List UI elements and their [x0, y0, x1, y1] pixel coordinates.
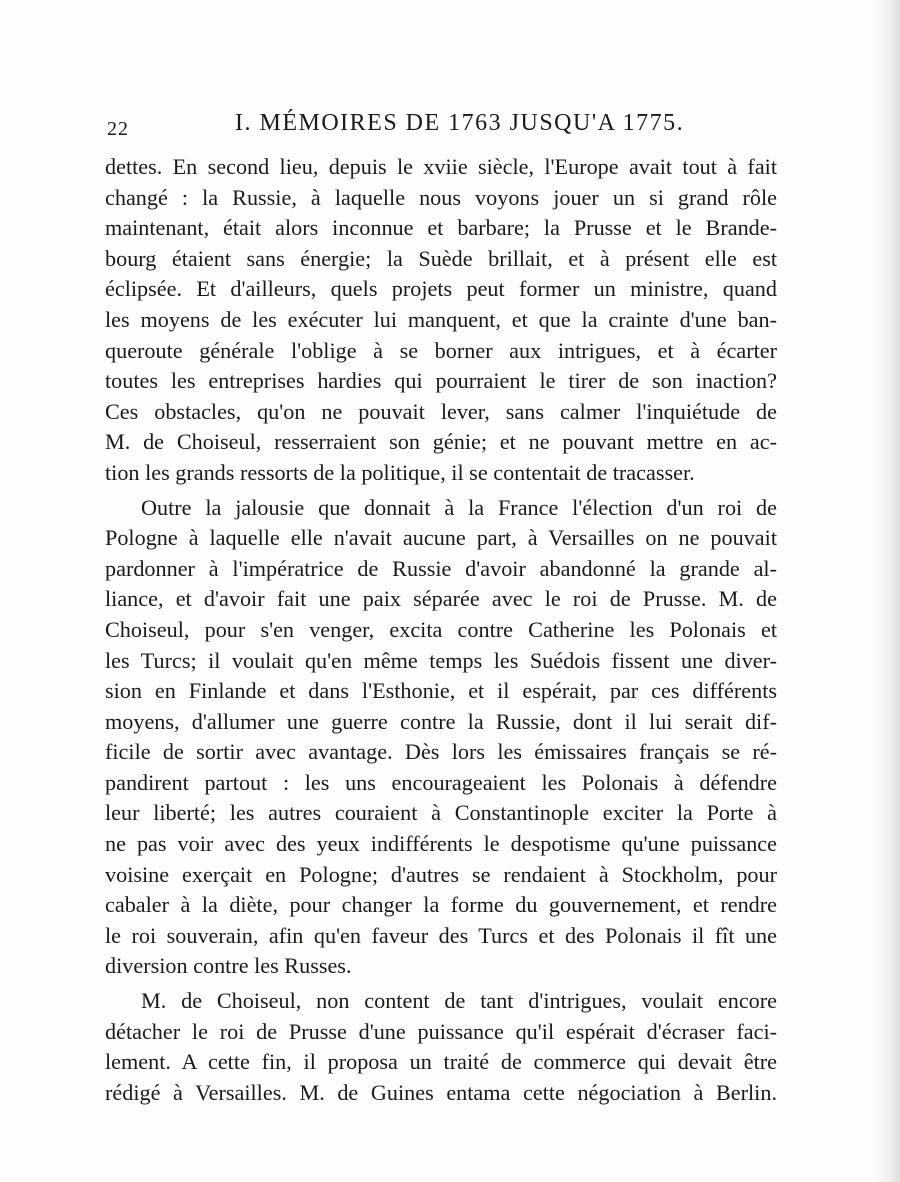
text-line: maintenant, était alors inconnue et barbare; la Prusse et le Brande-: [105, 215, 777, 241]
text-line: rédigé à Versailles. M. de Guines entama cette négociation à Berlin.: [105, 1079, 777, 1105]
text-line: éclipsée. Et d'ailleurs, quels projets peut former un ministre, quand: [105, 276, 777, 302]
text-line: diversion contre les Russes.: [105, 953, 352, 979]
text-line: leur liberté; les autres couraient à Constantinople exciter la Porte à: [105, 800, 777, 826]
text-line: toutes les entreprises hardies qui pourraient le tirer de son inaction?: [105, 368, 777, 394]
text-line: pandirent partout : les uns encourageaient les Polonais à défendre: [105, 769, 777, 795]
text-line: pardonner à l'impératrice de Russie d'avoir abandonné la grande al-: [105, 555, 777, 581]
text-line: les moyens de les exécuter lui manquent, et que la crainte d'une ban-: [105, 306, 777, 332]
text-line: Ces obstacles, qu'on ne pouvait lever, sans calmer l'inquiétude de: [105, 398, 777, 424]
text-line: bourg étaient sans énergie; la Suède brillait, et à présent elle est: [105, 245, 777, 271]
text-line: queroute générale l'oblige à se borner aux intrigues, et à écarter: [105, 337, 777, 363]
text-line: Choiseul, pour s'en venger, excita contre Catherine les Polonais et: [105, 616, 777, 642]
paragraph: [105, 152, 777, 489]
paragraph: [105, 493, 777, 983]
text-line: lement. A cette fin, il proposa un traité de commerce qui devait être: [105, 1049, 777, 1075]
text-line: changé : la Russie, à laquelle nous voyons jouer un si grand rôle: [105, 184, 777, 210]
body-text: [105, 152, 777, 1108]
text-line: liance, et d'avoir fait une paix séparée avec le roi de Prusse. M. de: [105, 586, 777, 612]
text-line: M. de Choiseul, resserraient son génie; et ne pouvant mettre en ac-: [105, 429, 777, 455]
text-line: les Turcs; il voulait qu'en même temps les Suédois fissent une diver-: [105, 647, 777, 673]
text-line: tion les grands ressorts de la politique, il se contentait de tracasser.: [105, 459, 695, 485]
text-line: ne pas voir avec des yeux indifférents le despotisme qu'une puissance: [105, 831, 777, 857]
text-line: détacher le roi de Prusse d'une puissance qu'il espérait d'écraser faci-: [105, 1018, 777, 1044]
text-line: voisine exerçait en Pologne; d'autres se rendaient à Stockholm, pour: [105, 861, 777, 887]
page-edge-shadow: [874, 0, 900, 1182]
text-line: sion en Finlande et dans l'Esthonie, et il espérait, par ces différents: [105, 678, 777, 704]
text-line: cabaler à la diète, pour changer la forme du gouvernement, et rendre: [105, 892, 777, 918]
text-line: moyens, d'allumer une guerre contre la Russie, dont il lui serait dif-: [105, 708, 777, 734]
text-line: Pologne à laquelle elle n'avait aucune part, à Versailles on ne pouvait: [105, 525, 777, 551]
text-line: M. de Choiseul, non content de tant d'intrigues, voulait encore: [141, 988, 777, 1014]
text-line: Outre la jalousie que donnait à la France l'élection d'un roi de: [141, 494, 777, 520]
paragraph: [105, 986, 777, 1108]
text-line: le roi souverain, afin qu'en faveur des Turcs et des Polonais il fît une: [105, 922, 777, 948]
text-line: ficile de sortir avec avantage. Dès lors les émissaires français se ré-: [105, 739, 777, 765]
page-header: [107, 110, 777, 144]
text-line: dettes. En second lieu, depuis le xviie siècle, l'Europe avait tout à fait: [105, 154, 777, 179]
running-head: I. MÉMOIRES DE 1763 JUSQU'A 1775.: [235, 110, 685, 136]
page-number: 22: [107, 118, 129, 140]
